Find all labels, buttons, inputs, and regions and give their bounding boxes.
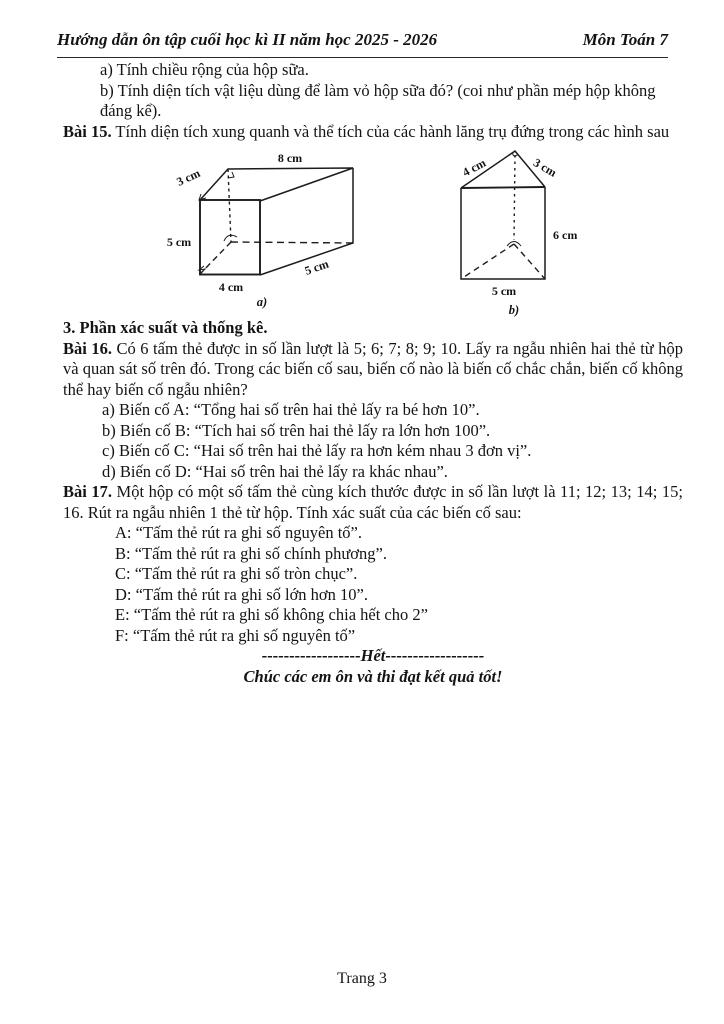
exercise-16-item-c: c) Biến cố C: “Hai số trên hai thẻ lấy ra hơn kém nhau 3 đơn vị”.: [102, 441, 532, 460]
exercise-17-item-C: C: “Tấm thẻ rút ra ghi số tròn chục”.: [115, 564, 358, 583]
exercise-16: [63, 339, 683, 401]
exercise-15: [63, 122, 683, 143]
exercise-16-text: Có 6 tấm thẻ được in số lần lượt là 5; 6; 7; 8; 9; 10. Lấy ra ngẫu nhiên hai thẻ từ hộp và quan sát số trên đó. Trong các biến cố sau, biến cố nào là biến cố chắc chắn, biến cố không thể hay biến cố ngẫu nhiên?: [63, 338, 683, 399]
exercise-16-label: Bài 16.: [63, 338, 112, 358]
exercise-17: [63, 482, 683, 523]
fig-a-dim-depth: 3 cm: [174, 165, 203, 189]
fig-a-caption: a): [256, 295, 268, 309]
end-divider: ------------------Hết------------------: [261, 646, 485, 665]
intro-item-b: b) Tính diện tích vật liệu dùng để làm vỏ hộp sữa đó? (coi như phần mép hộp không đáng kể).: [100, 80, 656, 120]
figure-b-triangular-prism: [430, 142, 610, 320]
exercise-16-item-b: b) Biến cố B: “Tích hai số trên hai thẻ lấy ra lớn hơn 100”.: [102, 420, 491, 440]
page-header: [57, 30, 668, 58]
fig-b-dim-height: 6 cm: [553, 228, 578, 242]
intro-item-a: a) Tính chiều rộng của hộp sữa.: [100, 60, 309, 79]
exercise-17-item-F: F: “Tấm thẻ rút ra ghi số nguyên tố”: [115, 625, 356, 645]
figures-row: [63, 142, 683, 318]
fig-b-dim-bottom: 5 cm: [491, 284, 517, 298]
exercise-15-text: Tính diện tích xung quanh và thể tích của các hành lăng trụ đứng trong các hình sau: [111, 121, 670, 141]
fig-a-dim-left: 5 cm: [166, 235, 192, 249]
document-body: [63, 60, 683, 687]
closing-wish: Chúc các em ôn và thi đạt kết quả tốt!: [243, 666, 503, 686]
exercise-16-item-a: a) Biến cố A: “Tổng hai số trên hai thẻ lấy ra bé hơn 10”.: [102, 400, 480, 419]
exercise-16-item-d: d) Biến cố D: “Hai số trên hai thẻ lấy ra khác nhau”.: [102, 461, 448, 481]
header-subject-right: Môn Toán 7: [582, 30, 668, 49]
fig-a-dim-bottom: 4 cm: [218, 280, 244, 294]
fig-b-caption: b): [508, 303, 520, 317]
exercise-17-label: Bài 17.: [63, 482, 112, 501]
fig-b-dim-left-slant: 4 cm: [460, 155, 489, 180]
header-title-left: Hướng dẫn ôn tập cuối học kì II năm học 2025 - 2026: [57, 30, 438, 49]
exercise-15-label: Bài 15.: [63, 121, 112, 141]
exercise-17-item-D: D: “Tấm thẻ rút ra ghi số lớn hơn 10”.: [115, 584, 368, 604]
page-number: Trang 3: [337, 970, 387, 987]
exercise-17-item-A: A: “Tấm thẻ rút ra ghi số nguyên tố”.: [115, 523, 362, 542]
figure-a-rectangular-prism: [128, 144, 388, 316]
exercise-17-item-E: E: “Tấm thẻ rút ra ghi số không chia hết cho 2”: [115, 605, 428, 624]
fig-a-dim-slant: 5 cm: [302, 256, 331, 278]
fig-a-dim-top: 8 cm: [277, 151, 303, 165]
exercise-17-item-B: B: “Tấm thẻ rút ra ghi số chính phương”.: [115, 543, 387, 563]
section-3-heading: 3. Phần xác suất và thống kê.: [63, 318, 268, 337]
exercise-17-text: Một hộp có một số tấm thẻ cùng kích thước được in số lần lượt là 11; 12; 13; 14; 15; 16. Rút ra ngẫu nhiên 1 thẻ từ hộp. Tính xác suất của các biến cố sau:: [63, 482, 683, 522]
fig-b-dim-right-slant: 3 cm: [530, 155, 560, 180]
